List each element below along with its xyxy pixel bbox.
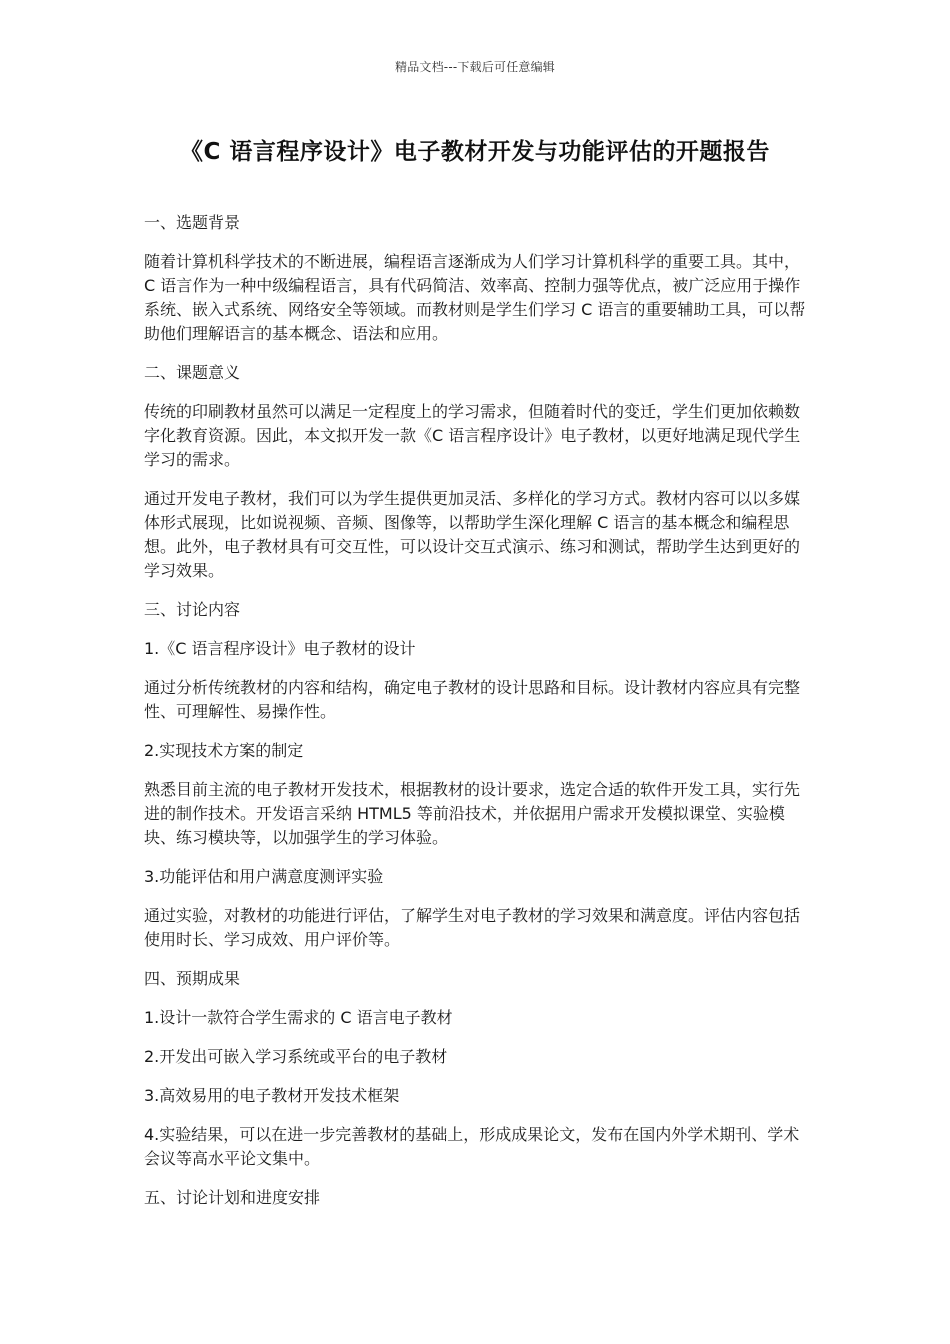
section-heading-schedule: 五、讨论计划和进度安排 xyxy=(144,1188,321,1207)
section-heading-background: 一、选题背景 xyxy=(144,213,241,232)
section-heading-significance: 二、课题意义 xyxy=(144,363,241,382)
outcome-item-2: 2.开发出可嵌入学习系统或平台的电子教材 xyxy=(144,1047,448,1066)
content-item-2-title: 2.实现技术方案的制定 xyxy=(144,741,304,760)
outcome-item-1: 1.设计一款符合学生需求的 C 语言电子教材 xyxy=(144,1008,453,1027)
document-title: 《C 语言程序设计》电子教材开发与功能评估的开题报告 xyxy=(180,139,770,165)
section-heading-outcomes: 四、预期成果 xyxy=(144,969,241,988)
content-item-1-title: 1.《C 语言程序设计》电子教材的设计 xyxy=(144,639,416,658)
content-item-2-paragraph: 熟悉目前主流的电子教材开发技术，根据教材的设计要求，选定合适的软件开发工具，实行先进的制作技术。开发语言采纳 HTML5 等前沿技术，并依据用户需求开发模拟课堂、实验模块、练习模块等，以加强学生的学习体验。 xyxy=(144,780,801,847)
content-item-3-paragraph: 通过实验，对教材的功能进行评估，了解学生对电子教材的学习效果和满意度。评估内容包括使用时长、学习成效、用户评价等。 xyxy=(144,906,801,949)
outcome-item-3: 3.高效易用的电子教材开发技术框架 xyxy=(144,1086,400,1105)
section-heading-content: 三、讨论内容 xyxy=(144,600,241,619)
paragraph-significance-1: 传统的印刷教材虽然可以满足一定程度上的学习需求，但随着时代的变迁，学生们更加依赖数字化教育资源。因此，本文拟开发一款《C 语言程序设计》电子教材，以更好地满足现代学生学习的需求。 xyxy=(144,402,801,469)
paragraph-significance-2: 通过开发电子教材，我们可以为学生提供更加灵活、多样化的学习方式。教材内容可以以多媒体形式展现，比如说视频、音频、图像等，以帮助学生深化理解 C 语言的基本概念和编程思想。此外，电子教材具有可交互性，可以设计交互式演示、练习和测试，帮助学生达到更好的学习效果。 xyxy=(144,489,801,580)
outcome-item-4: 4.实验结果，可以在进一步完善教材的基础上，形成成果论文，发布在国内外学术期刊、学术会议等高水平论文集中。 xyxy=(144,1125,800,1168)
document-body xyxy=(144,211,808,1225)
content-item-3-title: 3.功能评估和用户满意度测评实验 xyxy=(144,867,384,886)
paragraph-background: 随着计算机科学技术的不断进展，编程语言逐渐成为人们学习计算机科学的重要工具。其中，C 语言作为一种中级编程语言，具有代码简洁、效率高、控制力强等优点，被广泛应用于操作系统、嵌入式系统、网络安全等领域。而教材则是学生们学习 C 语言的重要辅助工具，可以帮助他们理解语言的基本概念、语法和应用。 xyxy=(144,252,806,343)
page-header: 精品文档---下载后可任意编辑 xyxy=(395,60,555,74)
content-item-1-paragraph: 通过分析传统教材的内容和结构，确定电子教材的设计思路和目标。设计教材内容应具有完整性、可理解性、易操作性。 xyxy=(144,678,801,721)
